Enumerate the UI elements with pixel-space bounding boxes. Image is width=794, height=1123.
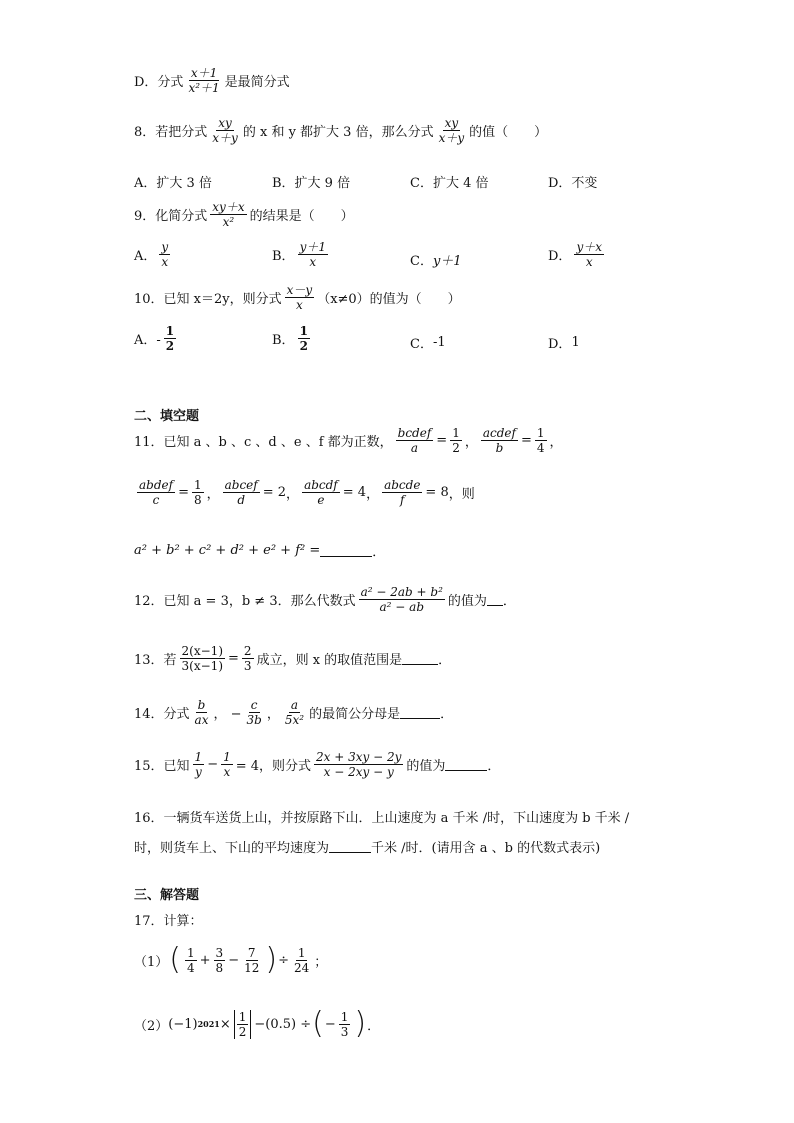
q9-option-d[interactable]: D． y＋x x — [548, 240, 602, 269]
q9-option-c[interactable]: C． y＋1 — [410, 254, 462, 269]
fraction: xy＋x x² — [212, 200, 245, 229]
q10-stem: 10．已知 x＝2y，则分式 x－y x （x≠0）的值为（ ） — [134, 283, 461, 312]
q14: 14．分式 b ax ， − c 3b ， a 5x² 的最简公分母是 ． — [134, 698, 454, 727]
answer-blank[interactable] — [445, 758, 487, 771]
q11-line1: 11．已知 a 、b 、c 、d 、e 、f 都为正数， bcdef a = 1 2 ， acdef b = 1 4 ， — [134, 426, 563, 455]
answer-blank[interactable] — [402, 652, 438, 665]
q10-option-b[interactable]: B． 1 2 — [272, 324, 308, 353]
q13: 13．若 2(x−1) 3(x−1) = 2 3 成立，则 x 的取值范围是 ． — [134, 644, 452, 673]
fraction: x＋1 x²＋1 — [188, 66, 220, 95]
section-title-fill-in: 二、填空题 — [134, 409, 200, 424]
q8-option-d[interactable]: D．不变 — [548, 176, 598, 191]
section-title-solutions: 三、解答题 — [134, 888, 200, 903]
q9-stem: 9．化简分式 xy＋x x² 的结果是（ ） — [134, 200, 354, 229]
q9-option-b[interactable]: B． y＋1 x — [272, 240, 326, 269]
q16-line2: 时，则货车上、下山的平均速度为 千米 /时．(请用含 a 、b 的代数式表示) — [134, 841, 601, 856]
q16-line1: 16．一辆货车送货上山，并按原路下山．上山速度为 a 千米 /时，下山速度为 b 千米 / — [134, 811, 630, 826]
q12: 12．已知 a = 3，b ≠ 3．那么代数式 a² − 2ab + b² a² − ab 的值为 ． — [134, 585, 516, 614]
answer-blank[interactable] — [487, 593, 503, 606]
q8-option-b[interactable]: B．扩大 9 倍 — [272, 176, 351, 191]
q17-title: 17．计算： — [134, 914, 203, 929]
q9-option-a[interactable]: A． y x — [134, 240, 169, 269]
answer-blank[interactable] — [320, 544, 372, 557]
q10-option-d[interactable]: D． 1 — [548, 335, 580, 352]
q10-option-a[interactable]: A．- 1 2 — [134, 324, 175, 353]
q8-option-a[interactable]: A．扩大 3 倍 — [134, 176, 212, 191]
q10-option-c[interactable]: C． -1 — [410, 335, 446, 352]
answer-blank[interactable] — [329, 840, 371, 853]
q7-option-d: D．分式 x＋1 x²＋1 是最简分式 — [134, 66, 290, 95]
q11-line2: abdef c = 1 8 ， abcef d = 2 ， abcdf e = 4 ， abcde f = 8 ，则 — [139, 478, 475, 507]
q8-option-c[interactable]: C．扩大 4 倍 — [410, 176, 489, 191]
answer-blank[interactable] — [400, 706, 440, 719]
q17-part1: （1） ( 1 4 + 3 8 − 7 12 ) ÷ 1 24 ； — [134, 942, 328, 977]
q15: 15．已知 1 y − $\frac{1}{x}$ = 4，则分式 2x + 3xy − 2y x − 2xy − y 的值为 ． — [134, 750, 501, 779]
q17-part2: （2） (−1) 2021 × $\frac{1}{2}$ −(0.5) ÷ ( − 1 3 ) ． — [134, 1006, 381, 1041]
fraction: xy x＋y — [438, 116, 465, 145]
q11-line3: a² + b² + c² + d² + e² + f² = ． — [134, 543, 386, 560]
fraction: x－y x — [286, 283, 313, 312]
fraction: xy x＋y — [212, 116, 238, 145]
q8-stem: 8．若把分式 xy x＋y 的 x 和 y 都扩大 3 倍，那么分式 xy x＋y 的值（ ） — [134, 116, 548, 145]
